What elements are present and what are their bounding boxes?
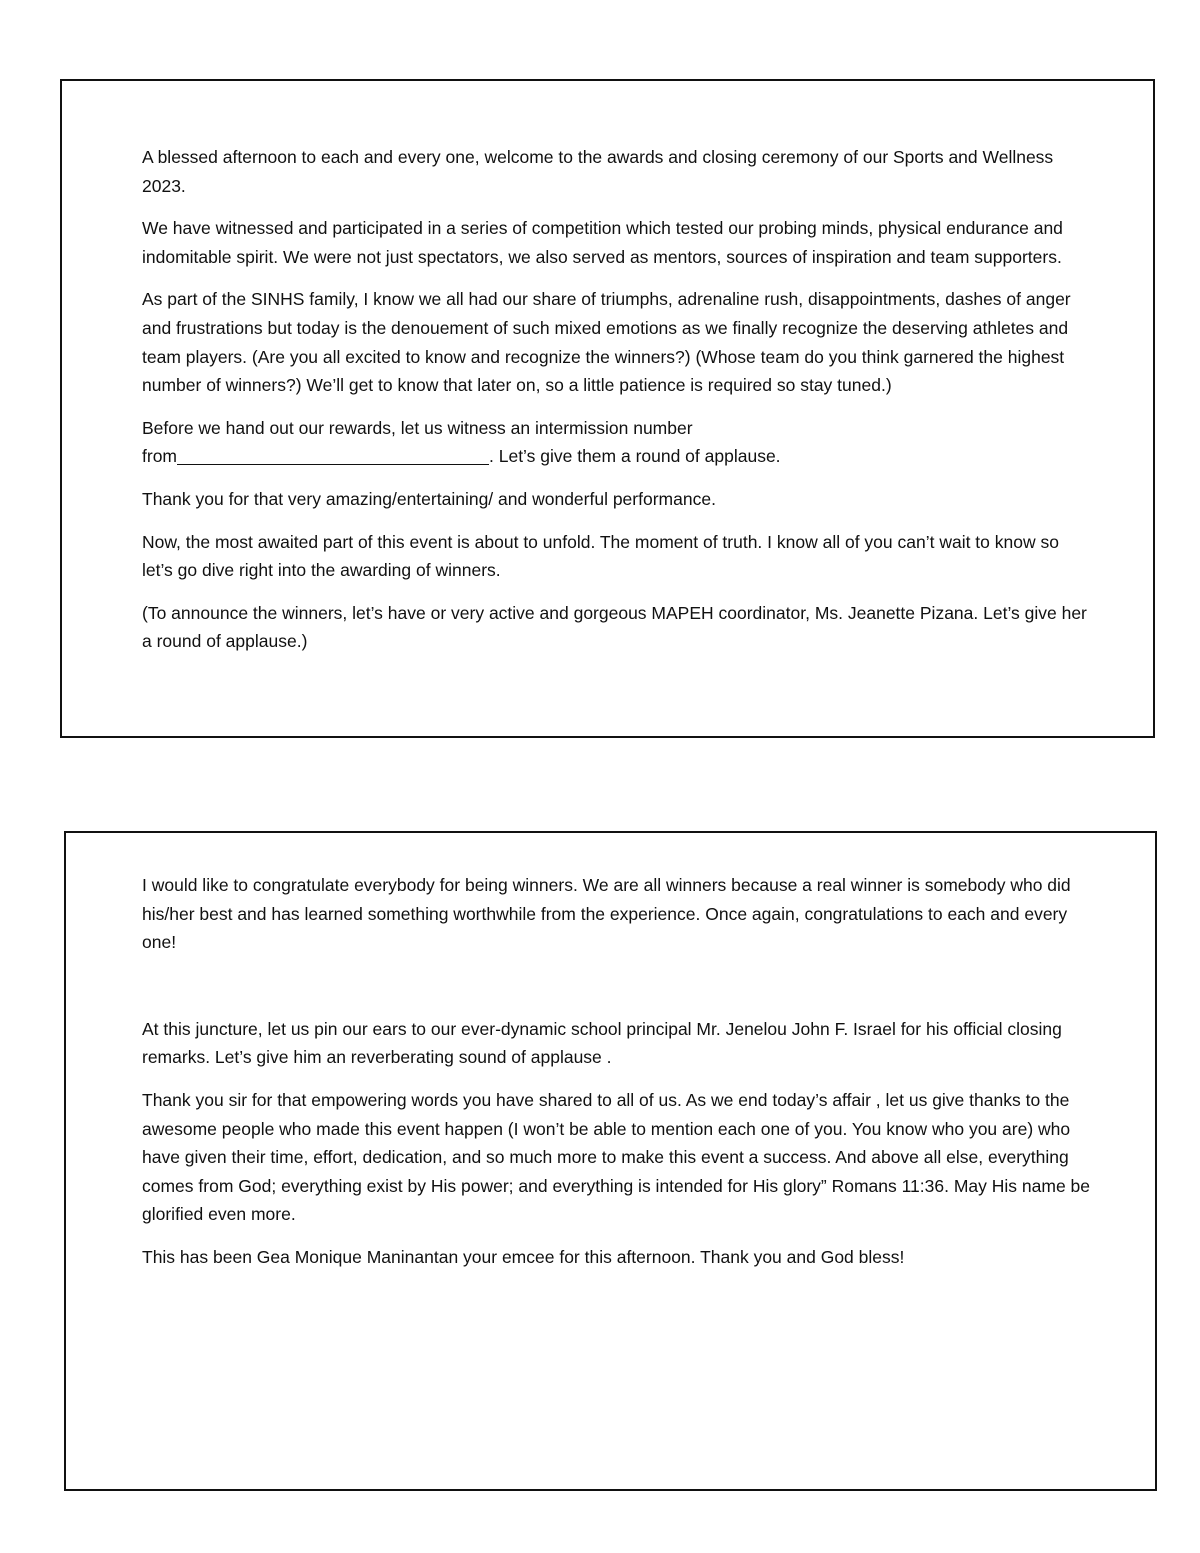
intermission-applause: . Let’s give them a round of applause. — [489, 446, 781, 467]
paragraph-thank-you-sir: Thank you sir for that empowering words you have shared to all of us. As we end today’s affair , let us give thanks to the awesome people who made this event happen (I won’t be able to mention each one of you. You know who you are) who have given their time, effort, dedication, and so much more to make this event a success. And above all else, everything comes from God; everything exist by His power; and everything is intended for His glory” Romans 11:36. May His name be glorified even more. — [142, 1089, 1095, 1225]
paragraph-intermission — [142, 414, 1093, 471]
paragraph-sinhs-family: As part of the SINHS family, I know we all had our share of triumphs, adrenaline rush, disappointments, dashes of anger and frustrations but today is the denouement of such mixed emotions as we finally recognize the deserving athletes and team players. (Are you all excited to know and recognize the winners?) (Whose team do you think garnered the highest number of winners?) We’ll get to know that later on, so a little patience is required so stay tuned.) — [142, 289, 1076, 396]
script-card-2 — [64, 831, 1157, 1491]
paragraph-awaited-part: Now, the most awaited part of this event is about to unfold. The moment of truth. I know all of you can’t wait to know so let’s go dive right into the awarding of winners. — [142, 531, 1064, 581]
paragraph-emcee-signoff: This has been Gea Monique Maninantan your emcee for this afternoon. Thank you and God bless! — [142, 1246, 905, 1267]
fill-in-blank-line — [177, 444, 489, 465]
paragraph-congratulations: I would like to congratulate everybody for being winners. We are all winners because a real winner is somebody who did his/her best and has learned something worthwhile from the experience. Once again, congratulations to each and every one! — [142, 875, 1076, 953]
paragraph-competition: We have witnessed and participated in a series of competition which tested our probing minds, physical endurance and indomitable spirit. We were not just spectators, we also served as mentors, sources of inspiration and team supporters. — [142, 218, 1068, 267]
script-card-1 — [60, 79, 1155, 738]
paragraph-welcome: A blessed afternoon to each and every one, welcome to the awards and closing ceremony of our Sports and Wellness 2023. — [142, 147, 1059, 196]
paragraph-closing-remarks: At this juncture, let us pin our ears to our ever-dynamic school principal Mr. Jenelou John F. Israel for his official closing remarks. Let’s give him an reverberating sound of applause . — [142, 1018, 1067, 1068]
paragraph-thank-you-performance: Thank you for that very amazing/entertaining/ and wonderful performance. — [142, 488, 716, 509]
intermission-from: from — [142, 446, 177, 467]
intermission-line-1: Before we hand out our rewards, let us witness an intermission number — [142, 417, 693, 438]
paragraph-announce-winners: (To announce the winners, let’s have or very active and gorgeous MAPEH coordinator, Ms. Jeanette Pizana. Let’s give her a round of applause.) — [142, 602, 1092, 652]
